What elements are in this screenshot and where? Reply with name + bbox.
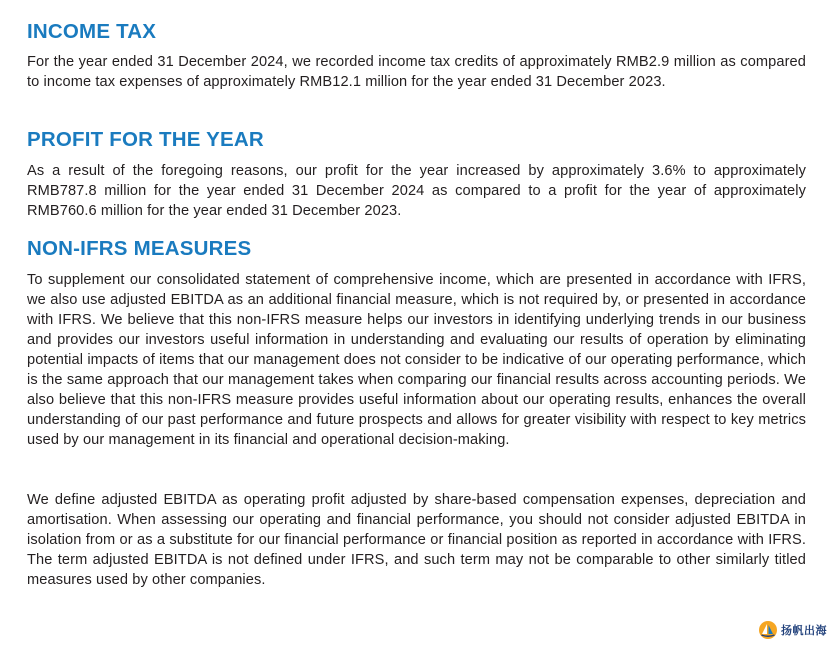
watermark-text: 扬帆出海 [781, 624, 827, 637]
income-tax-paragraph: For the year ended 31 December 2024, we recorded income tax credits of approximately RMB2.9 million as compared to income tax expenses of approximately RMB12.1 million for the year ended 31 December 2023. [27, 54, 806, 90]
profit-for-the-year-paragraph: As a result of the foregoing reasons, our profit for the year increased by approximately 3.6% to approximately RMB787.8 million for the year ended 31 December 2024 as compared to a profit for the year of approximately RMB760.6 million for the year ended 31 December 2023. [27, 163, 806, 219]
section-heading-non-ifrs-measures: NON-IFRS MEASURES [27, 237, 252, 260]
non-ifrs-paragraph-1: To supplement our consolidated statement of comprehensive income, which are presented in accordance with IFRS, we also use adjusted EBITDA as an additional financial measure, which is not required by, or presented in accordance with IFRS. We believe that this non-IFRS measure helps our investors in identifying underlying trends in our business and provides our investors useful information in understanding and evaluating our results of operation by eliminating potential impacts of items that our management does not consider to be indicative of our operating performance, which is the same approach that our management takes when comparing our financial results across accounting periods. We also believe that this non-IFRS measure provides useful information about our operating results, enhances the overall understanding of our past performance and future prospects and allows for greater visibility with respect to key metrics used by our management in its financial and operational decision-making. [27, 272, 806, 448]
watermark-logo [758, 620, 827, 640]
non-ifrs-paragraph-2: We define adjusted EBITDA as operating profit adjusted by share-based compensation expenses, depreciation and amortisation. When assessing our operating and financial performance, you should not consider adjusted EBITDA in isolation from or as a substitute for our financial performance or financial position as reported in accordance with IFRS. The term adjusted EBITDA is not defined under IFRS, and such term may not be comparable to other similarly titled measures used by other companies. [27, 492, 806, 588]
section-heading-income-tax: INCOME TAX [27, 20, 157, 43]
sail-logo-icon [758, 620, 778, 640]
section-heading-profit-for-the-year: PROFIT FOR THE YEAR [27, 128, 264, 151]
